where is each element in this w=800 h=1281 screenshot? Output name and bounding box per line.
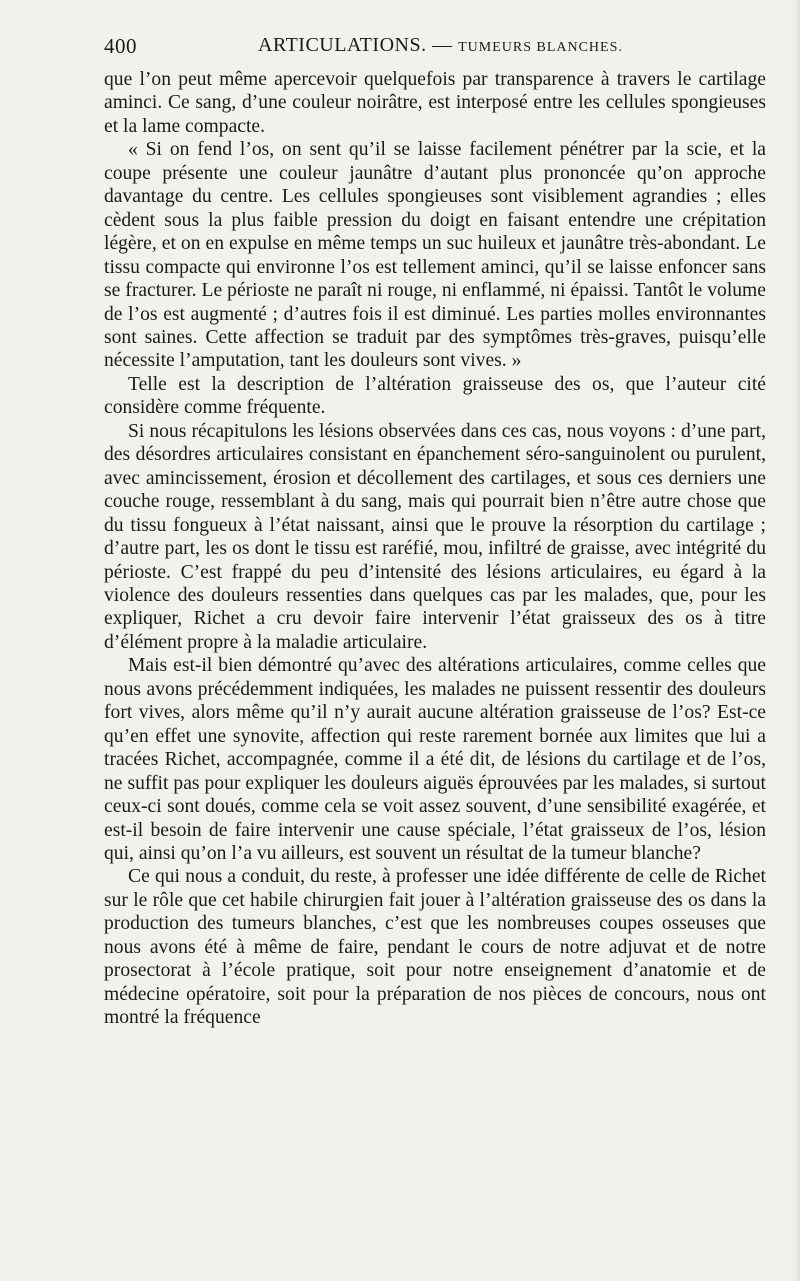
running-head (104, 34, 766, 64)
running-title (258, 34, 623, 57)
page-edge-shadow (794, 0, 800, 1281)
body-text (104, 68, 766, 1030)
paragraph: Mais est-il bien démontré qu’avec des altérations articulaires, comme celles que nous avons précédemment indiquées, les malades ne puissent ressentir des douleurs fort vives, alors même qu’il n’y aurait aucune altération graisseuse de l’os? Est-ce qu’en effet une synovite, affection qui reste rarement bornée aux limites que lui a tracées Richet, accompagnée, comme il a été dit, de lésions du cartilage et de l’os, ne suffit pas pour expliquer les douleurs aiguës éprouvées par les malades, si surtout ceux-ci sont doués, comme cela se voit assez souvent, d’une sensibilité exagérée, et est-il besoin de faire intervenir une cause spéciale, l’état graisseux de l’os, lésion qui, ainsi qu’on l’a vu ailleurs, est souvent un résultat de la tumeur blanche? (104, 655, 766, 864)
page-number: 400 (104, 34, 137, 58)
running-title-main: ARTICULATIONS. (258, 34, 427, 56)
paragraph-quotation: « Si on fend l’os, on sent qu’il se laisse facilement pénétrer par la scie, et la coupe présente une couleur jaunâtre d’autant plus prononcée qu’on approche davantage du centre. Les cellules spongieuses sont visiblement agrandies ; elles cèdent sous la plus faible pression du doigt en faisant entendre une crépitation légère, et on en expulse en même temps un suc huileux et jaunâtre très-abondant. Le tissu compacte qui environne l’os est tellement aminci, qu’il se laisse enfoncer sans se fracturer. Le périoste ne paraît ni rouge, ni enflammé, ni épaissi. Tantôt le volume de l’os est augmenté ; d’autres fois il est diminué. Les parties molles environnantes sont saines. Cette affection se traduit par des symptômes très-graves, puisqu’elle nécessite l’amputation, tant les douleurs sont vives. » (104, 139, 766, 372)
running-title-subtitle: TUMEURS BLANCHES. (458, 40, 623, 55)
paragraph: Si nous récapitulons les lésions observées dans ces cas, nous voyons : d’une part, des désordres articulaires consistant en épanchement séro-sanguinolent ou purulent, avec amincissement, érosion et décollement des cartilages, et sous ces derniers une couche rouge, ressemblant à du sang, mais qui pourrait bien n’être autre chose que du tissu fongueux à l’état naissant, ainsi que le prouve la résorption du cartilage ; d’autre part, les os dont le tissu est raréfié, mou, infiltré de graisse, avec intégrité du périoste. C’est frappé du peu d’intensité des lésions articulaires, eu égard à la violence des douleurs ressenties dans quelques cas par les malades, que, pour les expliquer, Richet a cru devoir faire intervenir l’état graisseux des os à titre d’élément propre à la maladie articulaire. (104, 420, 766, 653)
running-title-separator: — (432, 34, 453, 56)
paragraph: Telle est la description de l’altération graisseuse des os, que l’auteur cité considère comme fréquente. (104, 373, 766, 419)
paragraph: Ce qui nous a conduit, du reste, à professer une idée différente de celle de Richet sur le rôle que cet habile chirurgien fait jouer à l’altération graisseuse des os dans la production des tumeurs blanches, c’est que les nombreuses coupes osseuses que nous avons été à même de faire, pendant le cours de notre adjuvat et de notre prosectorat à l’école pratique, soit pour notre enseignement d’anatomie et de médecine opératoire, soit pour la préparation de nos pièces de concours, nous ont montré la fréquence (104, 866, 766, 1029)
paragraph-continued: que l’on peut même apercevoir quelquefois par transparence à travers le cartilage aminci. Ce sang, d’une couleur noirâtre, est interposé entre les cellules spongieuses et la lame compacte. (104, 69, 766, 137)
